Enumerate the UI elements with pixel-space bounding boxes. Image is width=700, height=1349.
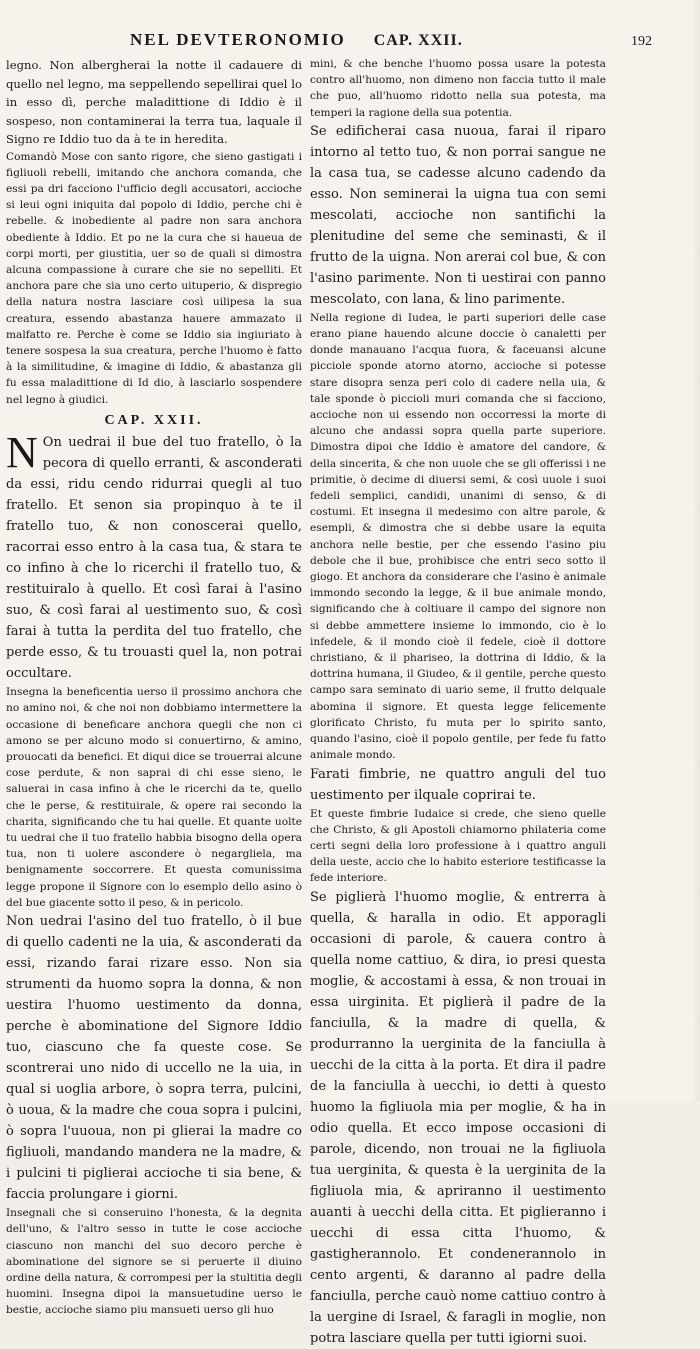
commentary-text: Et queste fimbrie Iudaice si crede, che sieno quelle che Christo, & gli Apostoli chiamorno philateria come certi segni della loro professione à i quattro anguli della ueste, accio che lo habito esteriore testificasse la fede interiore. xyxy=(310,807,606,885)
page-number: 192 xyxy=(631,34,652,49)
commentary-text: Nella regione di Iudea, le parti superiori delle case erano piane hauendo alcune doccie ò canaletti per donde manauano l'acqua fuora, & faceuansi alcune picciole sponde atorno atorno, accioche si potesse stare disopra senza peri colo di cadere nella uia, & tale sponde ò piccioli muri comanda che si facciono, accioche non ui essendo non occorressi la morte di alcuno che andassi sopra quella parte superiore. Dimostra dipoi che Iddio è amatore del candore, & della sincerita, & che non uuole che se gli offerissi i ne primitie, ò decime di diuersi semi, & così uuole i suoi fedeli semplici, candidi, unanimi di senso, & di costumi. Et insegna il medesimo con altre parole, & esempli, & dimostra che si debbe usare la equita anchora nelle bestie, per che essendo l'asino piu debole che il bue, prohibisce che entri seco sotto il giogo. Et anchora da considerare che l'asino è animale immondo secondo la legge, & il bue animale mondo, significando che à coltiuare il campo del signore non si debbe ammettere insieme lo immondo, cio è lo infedele, & il mondo cioè il fedele, cioè il dottore christiano, & il phariseo, la dottrina di Iddio, & la dottrina humana, il Giudeo, & il gentile, perche questo campo sara seminato di uario seme, il frutto delquale abomina il signore. Et questa legge felicemente glorificato Christo, fu muta per lo spirito santo, quando l'asino, cioè il popolo gentile, per fede fu fatto animale mondo. xyxy=(310,311,606,762)
running-head xyxy=(130,30,660,54)
left-column xyxy=(6,56,302,1317)
scripture-text: Farati fimbrie, ne quattro anguli del tuo uestimento per ilquale coprirai te. xyxy=(310,766,606,803)
running-head-chapter: CAP. XXII. xyxy=(373,32,463,49)
scripture-text-body: On uedrai il bue del tuo fratello, ò la pecora di quello erranti, & asconderati da essi, ridu cendo ridurrai quegli al tuo fratello. Et senon sia propinquo à te il fratello tuo, & non conoscerai quello, racorrai esso entro à la casa tua, & stara te co infino à che lo ricerchi il fratello tuo, & restituiralo à quello. Et così farai à l'asino suo, & così farai al uestimento suo, & così farai à tutta la perdita del tuo fratello, che perde esso, & tu trouasti quel la, non potrai occultare. xyxy=(6,435,302,682)
commentary-text: Comandò Mose con santo rigore, che sieno gastigati i figliuoli rebelli, imitando che anchora comanda, che essi pa dri facciono l'ufficio degli accusatori, accioche si leui ogni iniquita dal popolo di Iddio, perche chi è rebelle. & inobediente al padre non sara anchora obediente à Iddio. Et po ne la cura che si haueua de corpi morti, per giustitia, uer so de quali si dimostra alcuna compassione à curare che sie no sepelliti. Et anchora pare che sia uno certo uituperio, & dispregio della natura nostra lasciare così uilipesa la sua creatura, essendo abastanza hauere ammazato il malfatto re. Perche è come se Iddio sia ingiuriato à tenere sospesa la sua creatura, perche l'huomo è fatto à la similitudine, & imagine di Iddio, & abastanza gli fu essa maladittione di Id dio, à lasciarlo sospendere nel legno à giudici. xyxy=(6,150,302,406)
commentary-text: Insegna la beneficentia uerso il prossimo anchora che no amino noi, & che noi non dobbiamo intermettere la occasione di beneficare anchora quegli che non ci amono se per alcuno modo si conuertirno, & amino, prouocati da benefici. Et diqui dice se trouerrai alcune cose perdute, & non saprai di chi esse sieno, le saluerai in casa infino à che le ricerchi da te, quello che le perse, & restituirale, & opere rai secondo la charita, significando che tu hai quelle. Et quante uolte tu uedrai che il tuo fratello habbia bisogno della opera tua, non ti uolere ascondere ò negargliela, ma benignamente soccorrere. Et questa comunissima legge propone il Signore con lo esemplo dello asino ò del bue giacente sotto il peso, & in pericolo. xyxy=(6,686,302,909)
scripture-text: Se piglierà l'huomo moglie, & entrerra à quella, & haralla in odio. Et apporagli occasioni di parole, & cauera contro à quella nome cattiuo, & dira, io presi questa moglie, & accostami à essa, & non trouai in essa uirginita. Et piglierà il padre de la fanciulla, & la madre di quella, & produrranno la uerginita de la fanciulla à uecchi de la citta à la porta. Et dira il padre de la fanciulla à uecchi, io detti à questo huomo la figliuola mia per moglie, & ha in odio quella. Et ecco impose occasioni di parole, dicendo, non trouai ne la figliuola tua uerginita, & questa è la uerginita de la figliuola mia, & apriranno il uestimento auanti à uecchi della citta. Et piglieranno i uecchi di essa citta l'huomo, & gastigherannolo. Et condenerannolo in cento argenti, & daranno al padre della fanciulla, perche cauò nome cattiuo contro à la uergine di Israel, & faragli in moglie, non potra lasciare quella per tutti igiorni suoi. xyxy=(310,889,606,1346)
scripture-text: legno. Non albergherai la notte il cadauere di quello nel legno, ma seppellendo sepellirai quel lo in esso dì, perche maladittione di Iddio è il sospeso, non contaminerai la terra tua, laquale il Signo re Iddio tuo da à te in heredita. xyxy=(6,58,302,146)
scripture-text: Non uedrai l'asino del tuo fratello, ò il bue di quello cadenti ne la uia, & asconderati da essi, rizando farai rizare esso. Non sia strumenti da huomo sopra la donna, & non uestira l'huomo uestimento da donna, perche è abominatione del Signore Iddio tuo, ciascuno che fa queste cose. Se scontrerai uno nido di uccello ne la uia, in qual si uoglia arbore, ò sopra terra, pulcini, ò uoua, & la madre che coua sopra i pulcini, ò sopra l'uuoua, non pi glierai la madre co figliuoli, mandando mandera ne la madre, & i pulcini ti piglierai accioche ti sia bene, & faccia prolungare i giorni. xyxy=(6,914,302,1203)
running-head-title: NEL DEVTERONOMIO xyxy=(130,30,346,49)
scripture-text: Se edificherai casa nuoua, farai il riparo intorno al tetto tuo, & non porrai sangue ne la casa tua, se cadesse alcuno cadendo da esso. Non seminerai la uigna tua con semi mescolati, accioche non santifichi la plenitudine del seme che seminasti, & il frutto de la uigna. Non arerai col bue, & con l'asino parimente. Non ti uestirai con panno mescolato, con lana, & lino parimente. xyxy=(310,123,606,307)
chapter-heading: CAP. XXII. xyxy=(104,412,204,428)
right-column xyxy=(310,56,606,1346)
commentary-text: mini, & che benche l'huomo possa usare la potesta contro all'huomo, non dimeno non faccia tutto il male che puo, all'huomo ridotto nella sua potesta, ma temperi la ragione della sua potentia. xyxy=(310,58,606,119)
commentary-text: Insegnali che si conseruino l'honesta, & la degnita dell'uno, & l'altro sesso in tutte le cose accioche ciascuno non manchi del suo decoro perche è abominatione del signore se si peruerte il diuino ordine della natura, & corrompesi per la stultitia degli huomini. Insegna dipoi la mansuetudine uerso le bestie, accioche siamo piu mansueti uerso gli huo xyxy=(6,1207,302,1317)
page-edge xyxy=(692,0,700,1101)
scripture-text xyxy=(6,428,302,684)
drop-cap: N xyxy=(6,428,38,478)
